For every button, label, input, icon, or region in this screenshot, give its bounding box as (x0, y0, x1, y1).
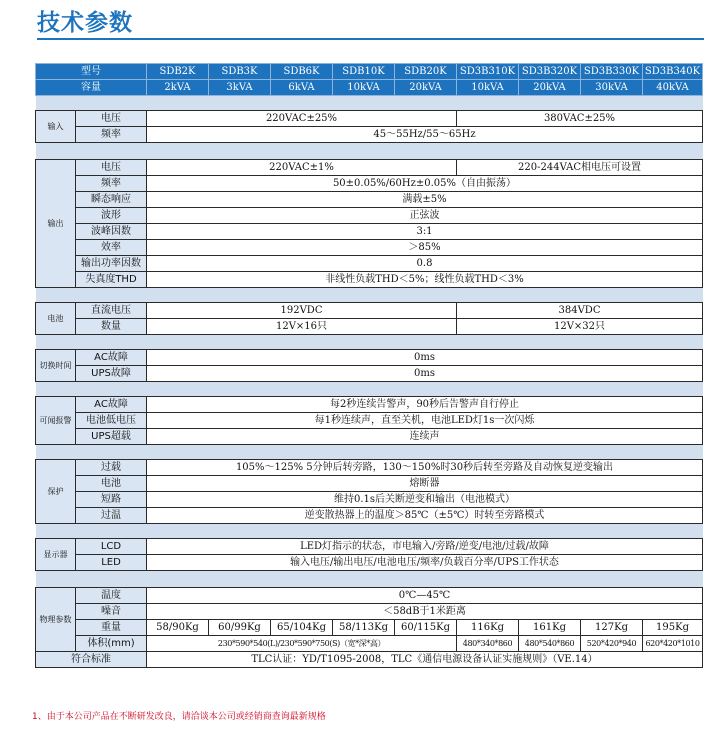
section-spacer (36, 96, 703, 111)
alarm-over-row (36, 429, 703, 445)
physical-volume-row (36, 636, 703, 652)
input-voltage-row (36, 111, 703, 127)
input-frequency: 45～55Hz/55～65Hz (147, 127, 703, 143)
battery-qty-row (36, 319, 703, 335)
row-label: 电压 (76, 160, 147, 176)
switch-time-category: 切换时间 (36, 350, 76, 382)
model-cell: SDB20K (395, 64, 457, 80)
footnote: 1、由于本公司产品在不断研发改良，请洽谈本公司或经销商查询最新规格 (32, 712, 326, 722)
row-label: UPS超载 (76, 429, 147, 445)
weight-cell: 58/90Kg (147, 620, 209, 636)
weight-cell: 60/115Kg (395, 620, 457, 636)
row-label: 效率 (76, 240, 147, 256)
standard-row (36, 652, 703, 668)
model-cell: SD3B330K (581, 64, 643, 80)
row-label: 重量 (76, 620, 147, 636)
weight-cell: 127Kg (581, 620, 643, 636)
physical-temp-row (36, 588, 703, 604)
switch-ups-row (36, 366, 703, 382)
model-row (36, 64, 703, 80)
volume-cell: 480*540*860 (519, 636, 581, 652)
row-label: 电压 (76, 111, 147, 127)
protect-overload-row (36, 460, 703, 476)
output-waveform-row (36, 208, 703, 224)
battery-qty-single: 12V×16只 (147, 319, 457, 335)
weight-cell: 60/99Kg (209, 620, 271, 636)
physical-noise-value: ＜58dB于1米距离 (147, 604, 703, 620)
protect-temp-value: 逆变散热器上的温度＞85℃（±5℃）时转至旁路模式 (147, 508, 703, 524)
output-efficiency: ＞85% (147, 240, 703, 256)
volume-cell: 620*420*1010 (643, 636, 703, 652)
input-voltage-three: 380VAC±25% (457, 111, 703, 127)
output-voltage-single: 220VAC±1% (147, 160, 457, 176)
volume-cell: 480*340*860 (457, 636, 519, 652)
capacity-cell: 30kVA (581, 80, 643, 96)
capacity-cell: 20kVA (395, 80, 457, 96)
model-cell: SD3B320K (519, 64, 581, 80)
row-label: LED (76, 555, 147, 571)
output-pf-row (36, 256, 703, 272)
capacity-cell: 20kVA (519, 80, 581, 96)
protect-battery-row (36, 476, 703, 492)
model-cell: SDB10K (333, 64, 395, 80)
row-label: 体积(mm) (76, 636, 147, 652)
protect-short-value: 维持0.1s后关断逆变和输出（电池模式） (147, 492, 703, 508)
alarm-over-value: 连续声 (147, 429, 703, 445)
switch-ac-row (36, 350, 703, 366)
switch-ups-value: 0ms (147, 366, 703, 382)
display-led-row (36, 555, 703, 571)
row-label: 频率 (76, 176, 147, 192)
switch-ac-value: 0ms (147, 350, 703, 366)
alarm-low-row (36, 413, 703, 429)
battery-qty-three: 12V×32只 (457, 319, 703, 335)
battery-dc-row (36, 303, 703, 319)
row-label: 频率 (76, 127, 147, 143)
physical-temp-value: 0℃—45℃ (147, 588, 703, 604)
row-label: 数量 (76, 319, 147, 335)
capacity-cell: 2kVA (147, 80, 209, 96)
output-waveform: 正弦波 (147, 208, 703, 224)
input-voltage-single: 220VAC±25% (147, 111, 457, 127)
row-label: 电池 (76, 476, 147, 492)
input-frequency-row (36, 127, 703, 143)
spec-table (35, 63, 703, 668)
output-crest: 3:1 (147, 224, 703, 240)
row-label: 波峰因数 (76, 224, 147, 240)
model-cell: SDB6K (271, 64, 333, 80)
model-cell: SD3B310K (457, 64, 519, 80)
output-transient: 满载±5% (147, 192, 703, 208)
weight-cell: 161Kg (519, 620, 581, 636)
row-label: 温度 (76, 588, 147, 604)
alarm-low-value: 每1秒连续声，直至关机，电池LED灯1s一次闪烁 (147, 413, 703, 429)
standard-label: 符合标准 (36, 652, 147, 668)
output-frequency: 50±0.05%/60Hz±0.05%（自由振荡） (147, 176, 703, 192)
section-spacer (36, 143, 703, 160)
alarm-category: 可闻报警 (36, 397, 76, 445)
weight-cell: 58/113Kg (333, 620, 395, 636)
row-label: 电池低电压 (76, 413, 147, 429)
capacity-cell: 3kVA (209, 80, 271, 96)
row-label: UPS故障 (76, 366, 147, 382)
section-spacer (36, 288, 703, 303)
display-lcd-row (36, 539, 703, 555)
output-voltage-row (36, 160, 703, 176)
output-efficiency-row (36, 240, 703, 256)
row-label: AC故障 (76, 350, 147, 366)
row-label: 过温 (76, 508, 147, 524)
title-underline (37, 38, 704, 40)
section-spacer (36, 335, 703, 350)
output-distortion: 非线性负载THD＜5%；线性负载THD＜3% (147, 272, 703, 288)
capacity-cell: 6kVA (271, 80, 333, 96)
row-label: 噪音 (76, 604, 147, 620)
capacity-label: 容量 (36, 80, 147, 96)
display-lcd-value: LED灯指示的状态，市电输入/旁路/逆变/电池/过载/故障 (147, 539, 703, 555)
physical-weight-row (36, 620, 703, 636)
output-category: 输出 (36, 160, 76, 288)
section-spacer (36, 382, 703, 397)
row-label: AC故障 (76, 397, 147, 413)
capacity-cell: 10kVA (333, 80, 395, 96)
volume-single: 230*590*540(L)/230*590*750(S)（宽*深*高） (147, 636, 457, 652)
capacity-cell: 10kVA (457, 80, 519, 96)
output-voltage-three: 220-244VAC相电压可设置 (457, 160, 703, 176)
page-title: 技术参数 (37, 10, 133, 36)
battery-category: 电池 (36, 303, 76, 335)
output-transient-row (36, 192, 703, 208)
standard-value: TLC认证：YD/T1095-2008，TLC《通信电源设备认证实施规则》（VE.14） (147, 652, 703, 668)
protect-short-row (36, 492, 703, 508)
output-pf: 0.8 (147, 256, 703, 272)
row-label: 短路 (76, 492, 147, 508)
input-category: 输入 (36, 111, 76, 143)
volume-cell: 520*420*940 (581, 636, 643, 652)
row-label: LCD (76, 539, 147, 555)
capacity-row (36, 80, 703, 96)
section-spacer (36, 524, 703, 539)
weight-cell: 65/104Kg (271, 620, 333, 636)
protect-temp-row (36, 508, 703, 524)
model-cell: SDB3K (209, 64, 271, 80)
alarm-ac-value: 每2秒连续告警声，90秒后告警声自行停止 (147, 397, 703, 413)
battery-dc-single: 192VDC (147, 303, 457, 319)
protect-overload-value: 105%～125% 5分钟后转旁路，130～150%时30秒后转至旁路及自动恢复逆变输出 (147, 460, 703, 476)
display-category: 显示器 (36, 539, 76, 571)
model-label: 型号 (36, 64, 147, 80)
output-distortion-row (36, 272, 703, 288)
row-label: 瞬态响应 (76, 192, 147, 208)
display-led-value: 输入电压/输出电压/电池电压/频率/负载百分率/UPS工作状态 (147, 555, 703, 571)
output-crest-row (36, 224, 703, 240)
protection-category: 保护 (36, 460, 76, 524)
weight-cell: 195Kg (643, 620, 703, 636)
physical-category: 物理参数 (36, 588, 76, 652)
output-frequency-row (36, 176, 703, 192)
row-label: 失真度THD (76, 272, 147, 288)
battery-dc-three: 384VDC (457, 303, 703, 319)
row-label: 波形 (76, 208, 147, 224)
section-spacer (36, 571, 703, 588)
weight-cell: 116Kg (457, 620, 519, 636)
model-cell: SDB2K (147, 64, 209, 80)
protect-battery-value: 熔断器 (147, 476, 703, 492)
row-label: 直流电压 (76, 303, 147, 319)
row-label: 过载 (76, 460, 147, 476)
physical-noise-row (36, 604, 703, 620)
alarm-ac-row (36, 397, 703, 413)
section-spacer (36, 445, 703, 460)
row-label: 输出功率因数 (76, 256, 147, 272)
model-cell: SD3B340K (643, 64, 703, 80)
capacity-cell: 40kVA (643, 80, 703, 96)
